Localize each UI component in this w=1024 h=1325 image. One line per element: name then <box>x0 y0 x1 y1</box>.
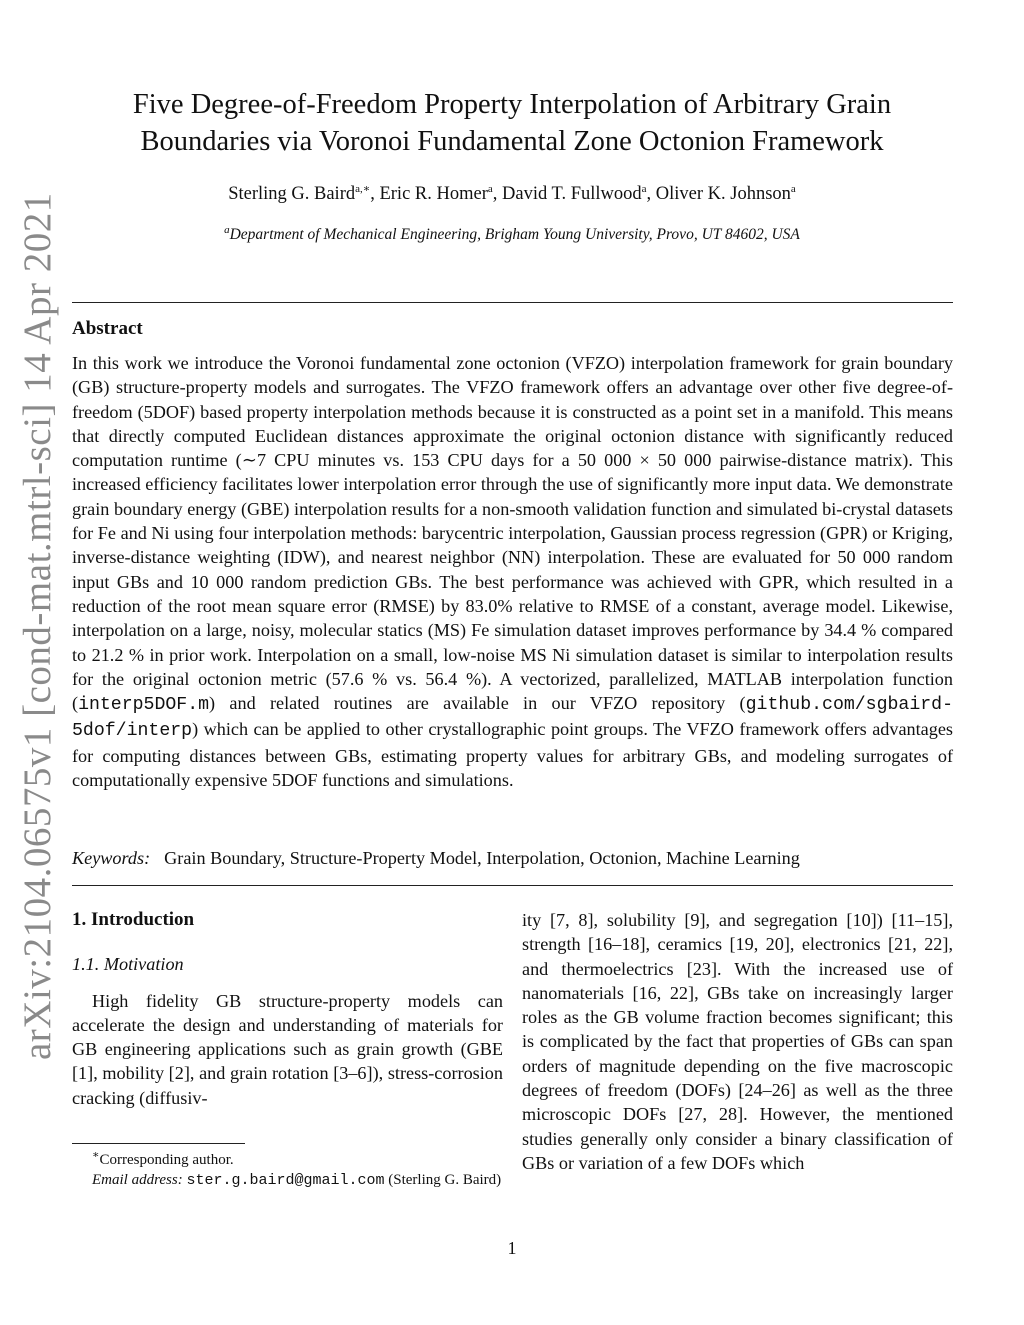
title-line-2: Boundaries via Voronoi Fundamental Zone Octonion Framework <box>140 126 884 157</box>
email-link[interactable]: ster.g.baird@gmail.com <box>186 1172 385 1189</box>
author: Eric R. Homer$^a$, <box>379 182 503 204</box>
subsection-heading-motivation: 1.1. Motivation <box>72 954 184 975</box>
bottom-divider <box>72 885 953 886</box>
footnote: ∗Corresponding author. Email address: ster.g.baird@gmail.com (Sterling G. Baird) <box>92 1149 502 1189</box>
keywords-text: Grain Boundary, Structure-Property Model, Interpolation, Octonion, Machine Learning <box>164 848 800 868</box>
keywords-label: Keywords: <box>72 848 151 868</box>
author-list <box>100 182 924 206</box>
intro-paragraph-right: ity [7, 8], solubility [9], and segregation [10]) [11–15], strength [16–18], ceramics [19, 20], electronics [21, 22], and thermoelectrics [23]. With the increased use of nanomaterials [16, 22], GBs take on increasingly larger roles as the GB volume fraction becomes significant; this is complicated by the fact that properties of GBs can span orders of magnitude depending on the five macroscopic degrees of freedom (DOFs) [24–26] as well as the three microscopic DOFs [27, 28]. However, the mentioned studies generally only consider a binary classification of GBs or variation of a few DOFs which <box>522 910 953 1173</box>
paper-title <box>100 86 924 160</box>
footnote-divider <box>72 1143 245 1144</box>
abstract-body: In this work we introduce the Voronoi fundamental zone octonion (VFZO) interpolation framework for grain boundary (GB) structure-property models and surrogates. The VFZO framework offers an advantage over other five degree-of-freedom (5DOF) based property interpolation methods because it is constructed as a point set in a manifold. This means that directly computed Euclidean distances approximate the original octonion distance with significantly reduced computation runtime (∼7 CPU minutes vs. 153 CPU days for a 50 000 × 50 000 pairwise-distance matrix). This increased efficiency facilitates lower interpolation error through the use of significantly more input data. We demonstrate grain boundary energy (GBE) interpolation results for a non-smooth validation function and simulated bi-crystal datasets for Fe and Ni using four interpolation methods: barycentric interpolation, Gaussian process regression (GPR) or Kriging, inverse-distance weighting (IDW), and nearest neighbor (NN) interpolation. These are evaluated for 50 000 random input GBs and 10 000 random prediction GBs. The best performance was achieved with GPR, which resulted in a reduction of the root mean square error (RMSE) by 83.0% relative to RMSE of a constant, average model. Likewise, interpolation on a large, noisy, molecular statics (MS) Fe simulation dataset improves performance by 34.4 % compared to 21.2 % in prior work. Interpolation on a small, low-noise MS Ni simulation dataset is similar to interpolation results for the original octonion metric (57.6 % vs. 56.4 %). A vectorized, parallelized, MATLAB interpolation function (interp5DOF.m) and related routines are available in our VFZO repository (github.com/sgbaird-5dof/interp) which can be applied to other crystallographic point groups. The VFZO framework offers advantages for computing distances between GBs, estimating property values for arbitrary GBs, and modeling surrogates of computationally expensive 5DOF functions and simulations. <box>72 353 953 791</box>
title-line-1: Five Degree-of-Freedom Property Interpolation of Arbitrary Grain <box>132 89 892 120</box>
keywords <box>72 846 953 870</box>
code-function-name: interp5DOF.m <box>78 695 210 716</box>
right-column <box>522 908 953 1175</box>
repository-link[interactable]: github.com/sgbaird-5dof/interp <box>72 695 953 742</box>
page-number: 1 <box>507 1238 517 1258</box>
author: Sterling G. Baird$^{a,∗}$, <box>228 182 380 204</box>
left-column <box>72 908 503 1110</box>
affiliation: $^a$Department of Mechanical Engineering, Brigham Young University, Provo, UT 84602, USA <box>224 223 800 243</box>
author: Oliver K. Johnson$^a$ <box>655 182 796 204</box>
arxiv-stamp: arXiv:2104.06575v1 [cond-mat.mtrl-sci] 14 Apr 2021 <box>16 192 59 1060</box>
top-divider <box>72 302 953 303</box>
abstract-heading: Abstract <box>72 318 143 339</box>
intro-paragraph-left: High fidelity GB structure-property models can accelerate the design and understanding of materials for GB engineering applications such as grain growth (GBE [1], mobility [2], and grain rotation [3–6]), stress-corrosion cracking (diffusiv- <box>72 990 503 1108</box>
author: David T. Fullwood$^a$, <box>502 182 656 204</box>
section-heading-introduction: 1. Introduction <box>72 909 195 930</box>
corresponding-author-note: Corresponding author. <box>99 1152 234 1168</box>
